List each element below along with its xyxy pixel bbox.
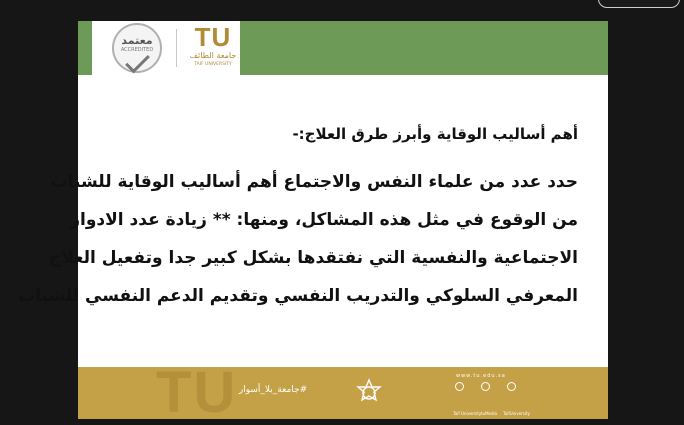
university-logo (186, 23, 240, 73)
university-logo-mark: TU (194, 22, 232, 52)
twitter-icon[interactable] (507, 382, 516, 391)
accreditation-label: معتمد (121, 34, 153, 47)
window-control-pill[interactable] (598, 0, 680, 8)
youtube-icon[interactable] (481, 382, 490, 391)
footer-website: www.tu.edu.sa (456, 373, 506, 379)
paragraph-line: حدد عدد من علماء النفس والاجتماع أهم أساليب الوقاية للشباب (50, 172, 578, 192)
social-handle: Taif University (453, 411, 482, 416)
footer-slogan: #جامعة_بلا_أسوار (238, 385, 308, 395)
slide-paragraph (18, 163, 578, 315)
emblem-icon (354, 378, 384, 408)
paragraph-line: من الوقوع في مثل هذه المشاكل، ومنها: ** زيادة عدد الادوار (70, 210, 578, 230)
footer-logo-mark: TU (156, 360, 238, 425)
slide-body (18, 125, 578, 315)
instagram-icon[interactable] (455, 382, 464, 391)
slide-heading: أهم أساليب الوقاية وأبرز طرق العلاج:- (292, 125, 578, 143)
slide-footer (78, 360, 608, 425)
university-name-en: TAIF UNIVERSITY (194, 62, 232, 67)
logo-divider (176, 29, 177, 67)
university-name-ar: جامعة الطائف (189, 51, 237, 60)
accreditation-seal (112, 23, 162, 73)
paragraph-line: المعرفي السلوكي والتدريب النفسي وتقديم الدعم النفسي للشباب (18, 286, 578, 306)
paragraph-line: الاجتماعية والنفسية التي نفتقدها بشكل كبير جدا وتفعيل العلاج (48, 248, 578, 268)
social-handle: TaifUniversity (503, 411, 530, 416)
slide-header (78, 21, 608, 75)
social-handle: tuMedia (481, 411, 498, 416)
presentation-slide (18, 21, 608, 425)
header-logo-panel (92, 21, 240, 75)
accreditation-sublabel: ACCREDITED (120, 47, 154, 53)
